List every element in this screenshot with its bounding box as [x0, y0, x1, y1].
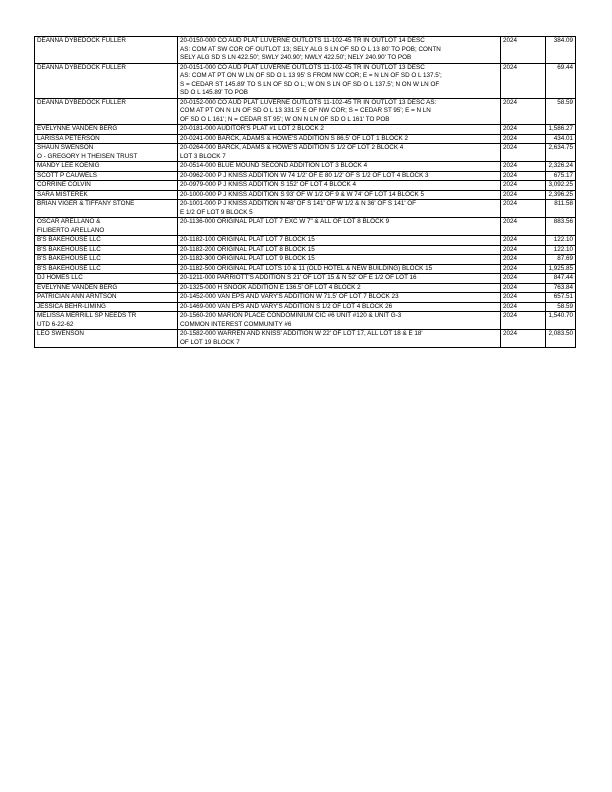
parcel-description-line: 20-1001-000 P J KNISS ADDITION N 48' OF S 141' OF W 1/2 & N 36' OF S 141' OF: [180, 200, 417, 207]
parcel-description-cell: [178, 134, 501, 144]
tax-year-cell: 2024: [501, 190, 546, 200]
tax-year-cell: 2024: [501, 200, 546, 218]
owner-name-line: JESSICA BEHR-LIMING: [37, 302, 106, 310]
parcel-description-line: 20-0962-000 P J KNISS ADDITION W 74 1/2' OF E 80 1/2' OF S 1/2 OF LOT 4 BLOCK 3: [180, 171, 429, 179]
owner-name-line: B'S BAKEHOUSE LLC: [37, 264, 101, 272]
parcel-description-cell: [178, 37, 501, 64]
owner-cell: [35, 171, 178, 181]
amount-cell: 657.51: [546, 293, 576, 303]
tax-year-cell: 2024: [501, 171, 546, 181]
owner-name-line: B'S BAKEHOUSE LLC: [37, 255, 101, 262]
owner-cell: [35, 255, 178, 265]
table-row: [35, 98, 576, 125]
parcel-description-line: COM AT PT ON N LN OF SD O L 13 331.5' E OF NW COR; S = CEDAR ST 95'; E = N LN: [180, 107, 431, 114]
parcel-description-line: SD O L 145.89' TO POB: [180, 89, 248, 96]
table-row: [35, 125, 576, 135]
parcel-description-line: 20-0150-000 CO AUD PLAT LUVERNE OUTLOTS 11-102-45 TR IN OUTLOT 14 DESC: [180, 37, 425, 44]
owner-name-line: FILIBERTO ARELLANO: [37, 226, 105, 234]
owner-cell: [35, 330, 178, 348]
table-row: [35, 236, 576, 246]
parcel-description-line: 20-1182-100 ORIGINAL PLAT LOT 7 BLOCK 15: [180, 236, 315, 243]
table-row: [35, 302, 576, 312]
amount-cell: 69.44: [546, 63, 576, 98]
parcel-description-cell: [178, 171, 501, 181]
tax-year-cell: 2024: [501, 162, 546, 172]
parcel-description-line: 20-1136-000 ORIGINAL PLAT LOT 7 EXC W 7" & ALL OF LOT 8 BLOCK 9: [180, 218, 390, 225]
table-row: [35, 171, 576, 181]
parcel-description-line: 20-1560-200 MARION PLACE CONDOMINIUM CIC #6 UNIT #120 & UNIT G-3: [180, 312, 402, 319]
tax-year-cell: 2024: [501, 125, 546, 135]
table-row: [35, 200, 576, 218]
amount-cell: 675.17: [546, 171, 576, 181]
tax-year-cell: 2024: [501, 264, 546, 274]
parcel-description-cell: [178, 162, 501, 172]
parcel-description-line: 20-0181-000 AUDITOR'S PLAT #1 LOT 2 BLOCK 2: [180, 125, 324, 132]
table-row: [35, 144, 576, 162]
amount-cell: 1,925.85: [546, 264, 576, 274]
table-row: [35, 283, 576, 293]
amount-cell: 87.69: [546, 255, 576, 265]
table-row: [35, 190, 576, 200]
owner-name-line: EVELYNNE VANDEN BERG: [37, 283, 118, 291]
tax-year-cell: 2024: [501, 330, 546, 348]
parcel-description-line: 20-1182-200 ORIGINAL PLAT LOT 8 BLOCK 15: [180, 245, 315, 253]
parcel-description-cell: [178, 274, 501, 284]
table-row: [35, 37, 576, 64]
owner-cell: [35, 125, 178, 135]
amount-cell: 1,540.70: [546, 312, 576, 330]
parcel-description-cell: [178, 200, 501, 218]
parcel-description-cell: [178, 245, 501, 255]
amount-cell: 2,326.24: [546, 162, 576, 172]
parcel-description-line: SELY ALG SD S LN 422.50'; SWLY 240.90'; NWLY 422.50'; NELY 240.90' TO POB: [180, 54, 412, 61]
owner-name-line: DEANNA DYBEDOCK FULLER: [37, 37, 126, 44]
owner-cell: [35, 264, 178, 274]
parcel-description-line: LOT 3 BLOCK 7: [180, 152, 226, 160]
parcel-description-line: 20-0514-000 BLUE MOUND SECOND ADDITION LOT 3 BLOCK 4: [180, 162, 368, 169]
parcel-description-line: S = CEDAR ST 145.89' TO S LN OF SD O L; W ON S LN OF SD O L 137.5'; N ON W LN OF: [180, 80, 440, 88]
parcel-description-cell: [178, 264, 501, 274]
table-row: [35, 264, 576, 274]
parcel-description-cell: [178, 293, 501, 303]
owner-cell: [35, 181, 178, 191]
parcel-description-cell: [178, 255, 501, 265]
table-row: [35, 218, 576, 236]
parcel-description-line: OF SD O L 161'; N = CEDAR ST 95'; W ON N LN OF SD O L 161' TO POB: [180, 115, 390, 123]
owner-cell: [35, 293, 178, 303]
amount-cell: 763.84: [546, 283, 576, 293]
tax-year-cell: 2024: [501, 302, 546, 312]
parcel-description-line: 20-0979-000 P J KNISS ADDITION S 152' OF LOT 4 BLOCK 4: [180, 181, 356, 188]
tax-year-cell: 2024: [501, 144, 546, 162]
owner-cell: [35, 37, 178, 64]
parcel-description-cell: [178, 98, 501, 125]
tax-year-cell: 2024: [501, 134, 546, 144]
owner-name-line: PATRICIAN ANN ARNTSON: [37, 293, 117, 300]
owner-cell: [35, 134, 178, 144]
table-row: [35, 63, 576, 98]
owner-cell: [35, 98, 178, 125]
parcel-description-cell: [178, 181, 501, 191]
owner-name-line: SCOTT P CAUWELS: [37, 171, 97, 179]
parcel-description-cell: [178, 283, 501, 293]
table-row: [35, 274, 576, 284]
owner-name-line: BRIAN VIGER & TIFFANY STONE: [37, 200, 135, 207]
amount-cell: 58.59: [546, 302, 576, 312]
parcel-description-line: 20-0241-000 BARCK, ADAMS & HOWE'S ADDITION S 86.5' OF LOT 1 BLOCK 2: [180, 134, 409, 142]
amount-cell: 3,092.25: [546, 181, 576, 191]
amount-cell: 883.56: [546, 218, 576, 236]
parcel-description-line: 20-1582-000 WARREN AND KNISS' ADDITION W 22' OF LOT 17, ALL LOT 18 & E 18': [180, 330, 423, 337]
owner-name-line: UTD 6-22-62: [37, 320, 74, 328]
amount-cell: 58.59: [546, 98, 576, 125]
parcel-description-line: COMMON INTEREST COMMUNITY #6: [180, 320, 292, 328]
tax-year-cell: 2024: [501, 312, 546, 330]
owner-name-line: B'S BAKEHOUSE LLC: [37, 236, 101, 243]
parcel-description-cell: [178, 125, 501, 135]
amount-cell: 384.09: [546, 37, 576, 64]
owner-cell: [35, 274, 178, 284]
table-row: [35, 181, 576, 191]
parcel-description-line: 20-1469-000 VAN EPS AND VARY'S ADDITION S 1/2 OF LOT 4 BLOCK 26: [180, 302, 393, 310]
owner-name-line: DEANNA DYBEDOCK FULLER: [37, 98, 126, 106]
parcel-description-cell: [178, 218, 501, 236]
owner-name-line: O - GREGORY H THEISEN TRUST: [37, 152, 138, 160]
tax-year-cell: 2024: [501, 181, 546, 191]
tax-year-cell: 2024: [501, 283, 546, 293]
table-row: [35, 255, 576, 265]
owner-cell: [35, 312, 178, 330]
owner-name-line: SARA MISTEREK: [37, 190, 88, 198]
amount-cell: 122.10: [546, 236, 576, 246]
owner-name-line: B'S BAKEHOUSE LLC: [37, 245, 101, 253]
parcel-description-line: 20-0151-000 CO AUD PLAT LUVERNE OUTLOTS 11-102-45 TR IN OUTLOT 13 DESC: [180, 63, 425, 71]
parcel-description-cell: [178, 312, 501, 330]
parcel-description-line: 20-0152-000 CO AUD PLAT LUVERNE OUTLOTS 11-102-45 TR IN OUTLOT 13 DESC AS:: [180, 98, 437, 106]
tax-year-cell: 2024: [501, 98, 546, 125]
parcel-description-line: 20-1182-500 ORIGINAL PLAT LOTS 10 & 11 (OLD HOTEL & NEW BUILDING) BLOCK 15: [180, 264, 433, 272]
owner-cell: [35, 144, 178, 162]
owner-cell: [35, 302, 178, 312]
owner-name-line: DEANNA DYBEDOCK FULLER: [37, 63, 126, 71]
table-row: [35, 162, 576, 172]
parcel-description-cell: [178, 236, 501, 246]
parcel-description-line: OF LOT 19 BLOCK 7: [180, 338, 240, 346]
table-body: [35, 37, 576, 348]
parcel-description-line: 20-1325-000 H SNOOK ADDITION E 136.5' OF LOT 4 BLOCK 2: [180, 283, 361, 291]
parcel-description-cell: [178, 63, 501, 98]
parcel-description-line: AS: COM AT PT ON W LN OF SD O L 13 95' S FROM NW COR; E = N LN OF SD O L 137.5';: [180, 72, 442, 79]
table-row: [35, 293, 576, 303]
owner-name-line: LEO SWENSON: [37, 330, 84, 337]
table-row: [35, 245, 576, 255]
amount-cell: 1,586.27: [546, 125, 576, 135]
tax-year-cell: 2024: [501, 37, 546, 64]
parcel-description-line: E 1/2 OF LOT 9 BLOCK 5: [180, 208, 253, 216]
owner-name-line: LARISSA PETERSON: [37, 134, 100, 142]
tax-year-cell: 2024: [501, 245, 546, 255]
amount-cell: 2,083.50: [546, 330, 576, 348]
parcel-description-line: 20-1211-000 PARRIOTT'S ADDITION S 21' OF LOT 15 & N 52' OF E 1/2 OF LOT 16: [180, 274, 417, 281]
table-row: [35, 312, 576, 330]
parcel-description-cell: [178, 330, 501, 348]
parcel-description-cell: [178, 302, 501, 312]
table-row: [35, 330, 576, 348]
parcel-description-line: AS: COM AT SW COR OF OUTLOT 13; SELY ALG S LN OF SD O L 13 80' TO POB; CONTN: [180, 45, 441, 53]
tax-year-cell: 2024: [501, 63, 546, 98]
owner-cell: [35, 236, 178, 246]
owner-cell: [35, 218, 178, 236]
amount-cell: 811.58: [546, 200, 576, 218]
owner-name-line: EVELYNNE VANDEN BERG: [37, 125, 118, 132]
owner-name-line: MANDY LEE KOENIG: [37, 162, 100, 169]
owner-name-line: OSCAR ARELLANO &: [37, 218, 101, 225]
parcel-description-line: 20-1000-000 P J KNISS ADDITION S 93' OF W 1/2 OF 9 & W 74' OF LOT 14 BLOCK 5: [180, 190, 424, 198]
owner-cell: [35, 283, 178, 293]
owner-name-line: SHAUN SWENSON: [37, 144, 94, 151]
parcel-description-cell: [178, 144, 501, 162]
owner-cell: [35, 162, 178, 172]
tax-year-cell: 2024: [501, 293, 546, 303]
owner-cell: [35, 200, 178, 218]
parcel-description-cell: [178, 190, 501, 200]
owner-name-line: MELISSA MERRILL SP NEEDS TR: [37, 312, 137, 319]
owner-cell: [35, 63, 178, 98]
owner-name-line: CORRINE COLVIN: [37, 181, 91, 188]
tax-year-cell: 2024: [501, 218, 546, 236]
delinquent-tax-table: [34, 36, 576, 348]
table-row: [35, 134, 576, 144]
parcel-description-line: 20-0264-000 BARCK, ADAMS & HOWE'S ADDITION S 1/2 OF LOT 2 BLOCK 4: [180, 144, 404, 151]
amount-cell: 847.44: [546, 274, 576, 284]
tax-year-cell: 2024: [501, 255, 546, 265]
owner-name-line: DJ HOMES LLC: [37, 274, 83, 281]
tax-year-cell: 2024: [501, 236, 546, 246]
owner-cell: [35, 190, 178, 200]
parcel-description-line: 20-1452-000 VAN EPS AND VARY'S ADDITION W 71.5' OF LOT 7 BLOCK 23: [180, 293, 399, 300]
amount-cell: 122.10: [546, 245, 576, 255]
amount-cell: 434.01: [546, 134, 576, 144]
amount-cell: 2,396.25: [546, 190, 576, 200]
amount-cell: 2,634.75: [546, 144, 576, 162]
tax-year-cell: 2024: [501, 274, 546, 284]
owner-cell: [35, 245, 178, 255]
parcel-description-line: 20-1182-300 ORIGINAL PLAT LOT 9 BLOCK 15: [180, 255, 315, 262]
